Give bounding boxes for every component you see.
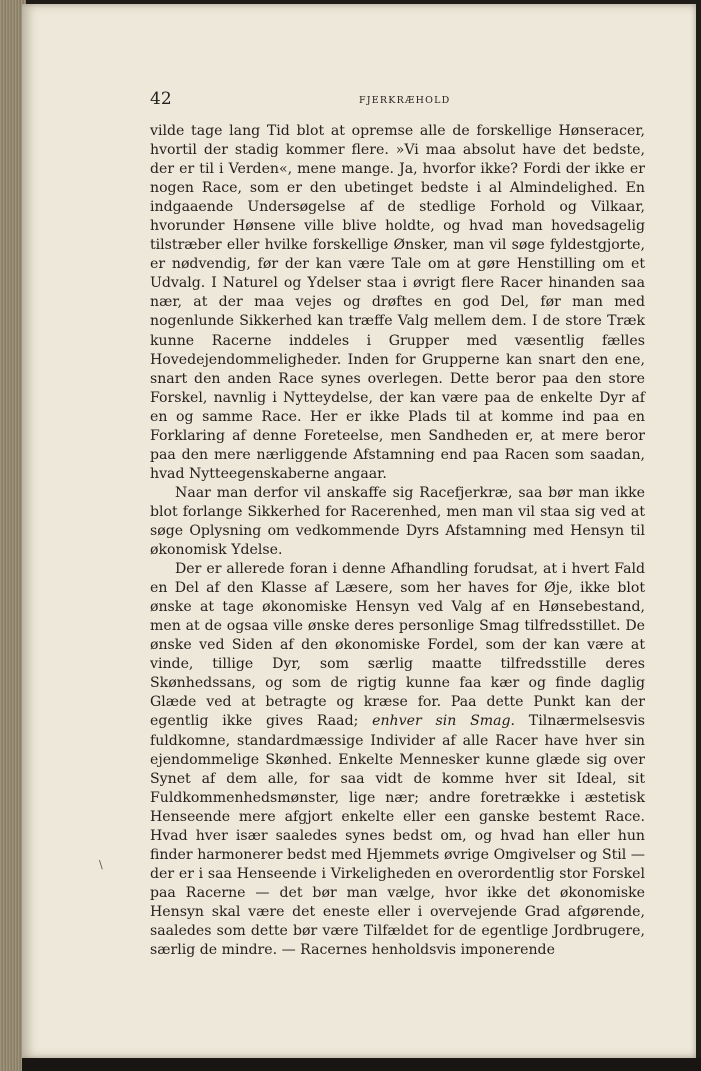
- scan-bottom-edge: [22, 1058, 701, 1071]
- margin-mark: \: [99, 858, 103, 871]
- body-text: [150, 122, 645, 960]
- paragraph-1: vilde tage lang Tid blot at opremse alle de forskellige Hønseracer, hvortil der stadig kommer flere. »Vi maa absolut have det bedste, der er til i Verden«, mene mange. Ja, hvorfor ikke? Fordi der ikke er nogen Race, som er den ubetinget bedste i al Almindelighed. En indgaaende Undersøgelse af de stedlige Forhold og Vilkaar, hvorunder Hønsene ville blive holdte, og hvad man hovedsagelig tilstræber eller hvilke forskellige Ønsker, man vil søge fyldestgjorte, er nødvendig, før der kan være Tale om at gøre Henstilling om et Udvalg. I Naturel og Ydelser staa i øvrigt flere Racer hinanden saa nær, at der maa vejes og drøftes en god Del, før man med nogenlunde Sikkerhed kan træffe Valg mellem dem. I de store Træk kunne Racerne inddeles i Grupper med væsentlig fælles Hovedejendommeligheder. Inden for Grupperne kan snart den ene, snart den anden Race synes overlegen. Dette beror paa den store Forskel, navnlig i Nytteydelse, der kan være paa de enkelte Dyr af en og samme Race. Her er ikke Plads til at komme ind paa en Forklaring af denne Foreteelse, men Sandheden er, at mere beror paa den mere nærliggende Afstamning end paa Racen som saadan, hvad Nytteegenskaberne angaar.: [150, 123, 645, 482]
- paragraph-3-part-1: Der er allerede foran i denne Afhandling forudsat, at i hvert Fald en Del af den Klasse af Læsere, som her haves for Øje, ikke blot ønske at tage økonomiske Hensyn ved Valg af en Hønsebestand, men at de ogsaa ville ønske deres personlige Smag tilfredsstillet. De ønske ved Siden af den økonomiske Fordel, som der kan være at vinde, tillige Dyr, som særlig maatte tilfredsstille deres Skønhedssans, og som de rigtig kunne faa kær og finde daglig Glæde ved at betragte og kræse for. Paa dette Punkt kan der egentlig ikke gives Raad;: [150, 561, 645, 730]
- running-title: FJERKRÆHOLD: [359, 95, 451, 106]
- italic-phrase: enhver sin Smag.: [372, 713, 515, 730]
- paragraph-3-part-2: Tilnærmelsesvis fuldkomne, standardmæssige Individer af alle Racer have hver sin ejendommelige Skønhed. Enkelte Mennesker kunne glæde sig over Synet af dem alle, for saa vidt de komme hver sit Ideal, sit Fuldkommenhedsmønster, lige nær; andre foretrække i æstetisk Henseende mere afgjort enkelte eller een ganske bestemt Race. Hvad hver især saaledes synes bedst om, og hvad han eller hun finder harmonerer bedst med Hjemmets øvrige Omgivelser og Stil — der er i saa Henseende i Virkeligheden en overordentlig stor Forskel paa Racerne — det bør man vælge, hvor ikke det økonomiske Hensyn skal være det eneste eller i overvejende Grad afgørende, saaledes som dette bør være Tilfældet for de egentlige Jordbrugere, særlig de mindre. — Racernes henholdsvis imponerende: [150, 713, 645, 959]
- paragraph-2: Naar man derfor vil anskaffe sig Racefjerkræ, saa bør man ikke blot forlange Sikkerhed for Racerenhed, men man vil staa sig ved at søge Oplysning om vedkommende Dyrs Afstamning med Hensyn til økonomisk Ydelse.: [150, 484, 645, 559]
- running-head: [22, 89, 696, 113]
- paragraph-3: [150, 560, 645, 960]
- book-page: [22, 4, 696, 1058]
- page-number: 42: [150, 89, 172, 109]
